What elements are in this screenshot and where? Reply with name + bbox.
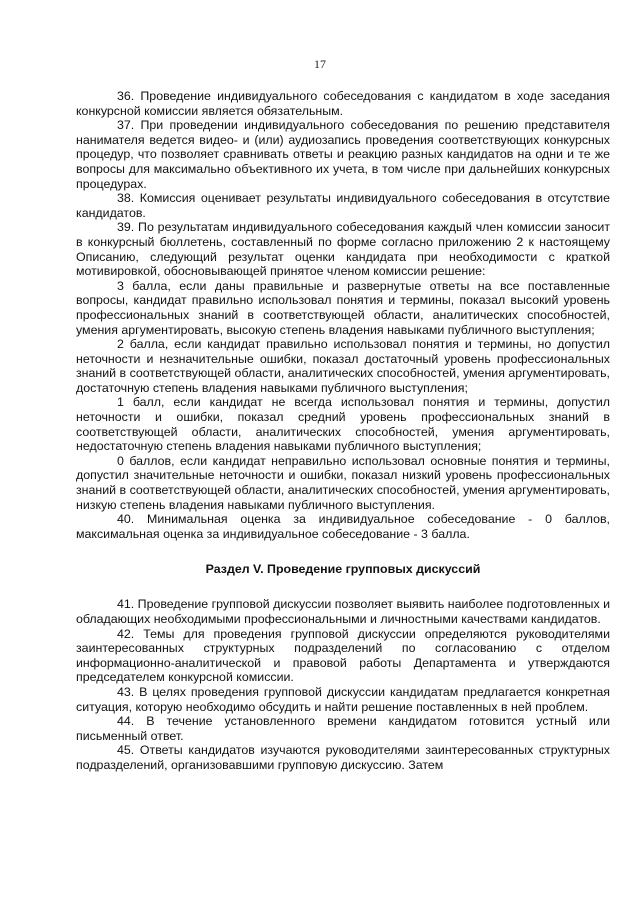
- paragraph-43: 43. В целях проведения групповой дискуссии кандидатам предлагается конкретная ситуация, которую необходимо обсудить и найти решение поставленных в ней проблем.: [76, 684, 610, 714]
- paragraph-36: 36. Проведение индивидуального собеседования с кандидатом в ходе заседания конкурсной комиссии является обязательным.: [76, 89, 610, 118]
- score-3-description: 3 балла, если даны правильные и развернутые ответы на все поставленные вопросы, кандидат правильно использовал понятия и термины, показал высокий уровень профессиональных знаний в соответствующей области, аналитических способностей, умения аргументировать, высокую степень владения навыками публичного выступления;: [76, 278, 610, 337]
- paragraph-40: 40. Минимальная оценка за индивидуальное собеседование - 0 баллов, максимальная оценка за индивидуальное собеседование - 3 балла.: [76, 512, 610, 541]
- document-body: [76, 89, 610, 773]
- paragraph-42: 42. Темы для проведения групповой дискуссии определяются руководителями заинтересованных структурных подразделений по согласованию с отделом информационно-аналитической и правовой работы Департамента и утверждаются председателем конкурсной комиссии.: [76, 626, 610, 685]
- score-0-description: 0 баллов, если кандидат неправильно использовал основные понятия и термины, допустил значительные неточности и ошибки, показал низкий уровень профессиональных знаний в соответствующей области, аналитических способностей, умения аргументировать, низкую степень владения навыками публичного выступления.: [76, 453, 610, 512]
- score-2-description: 2 балла, если кандидат правильно использовал понятия и термины, но допустил неточности и незначительные ошибки, показал достаточный уровень профессиональных знаний в соответствующей области, аналитических способностей, умения аргументировать, достаточную степень владения навыками публичного выступления;: [76, 337, 610, 395]
- paragraph-38: 38. Комиссия оценивает результаты индивидуального собеседования в отсутствие кандидатов.: [76, 191, 610, 220]
- paragraph-39: 39. По результатам индивидуального собеседования каждый член комиссии заносит в конкурсный бюллетень, составленный по форме согласно приложению 2 к настоящему Описанию, следующий результат оценки кандидата при необходимости с краткой мотивировкой, обосновывающей принятое членом комиссии решение:: [76, 220, 610, 279]
- score-1-description: 1 балл, если кандидат не всегда использовал понятия и термины, допустил неточности и ошибки, показал средний уровень профессиональных знаний в соответствующей области, аналитических способностей, умения аргументировать, недостаточную степень владения навыками публичного выступления;: [76, 395, 610, 454]
- page-number: 17: [314, 57, 326, 71]
- paragraph-41: 41. Проведение групповой дискуссии позволяет выявить наиболее подготовленных и обладающих необходимыми профессиональными и личностными качествами кандидатов.: [76, 597, 611, 626]
- section-heading: Раздел V. Проведение групповых дискуссий: [205, 562, 481, 577]
- paragraph-44: 44. В течение установленного времени кандидатом готовится устный или письменный ответ.: [76, 714, 610, 743]
- paragraph-45: 45. Ответы кандидатов изучаются руководителями заинтересованных структурных подразделений, организовавшими групповую дискуссию. Затем: [76, 743, 610, 772]
- paragraph-37: 37. При проведении индивидуального собеседования по решению представителя нанимателя ведется видео- и (или) аудиозапись проведения соответствующих конкурсных процедур, что позволяет сравнивать ответы и реакцию разных кандидатов на одни и те же вопросы для максимально объективного их учета, в том числе при дальнейших конкурсных процедурах.: [76, 118, 610, 191]
